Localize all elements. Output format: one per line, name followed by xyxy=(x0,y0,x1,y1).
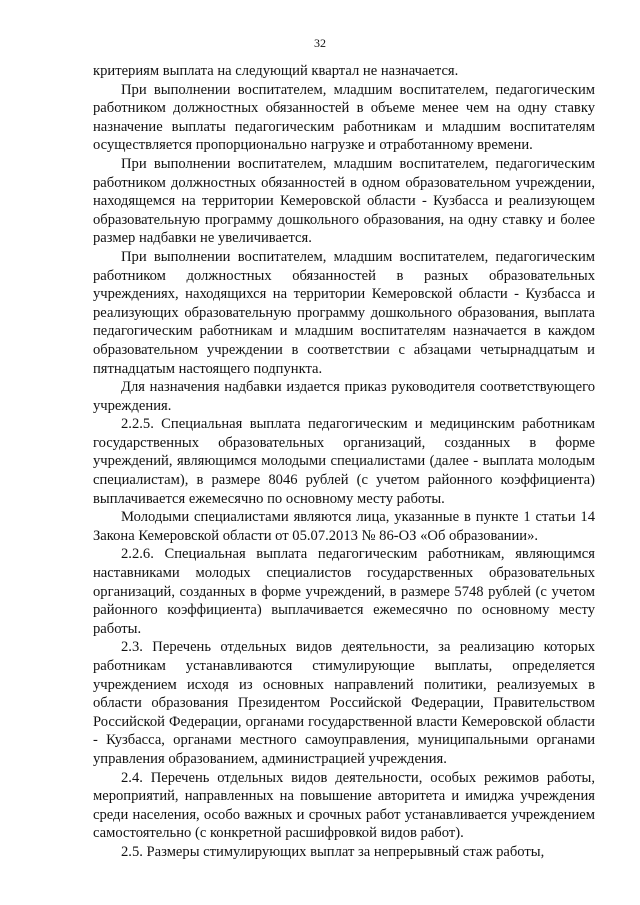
page-number: 32 xyxy=(314,36,326,50)
paragraph-continuation: критериям выплата на следующий квартал не назначается. xyxy=(93,63,459,79)
paragraph-young-specialists: Молодыми специалистами являются лица, указанные в пункте 1 статьи 14 Закона Кемеровской области от 05.07.2013 № 86-ОЗ «Об образовании». xyxy=(93,509,595,544)
paragraph-order: Для назначения надбавки издается приказ руководителя соответствующего учреждения. xyxy=(93,379,595,414)
paragraph-multiple-institutions: При выполнении воспитателем, младшим воспитателем, педагогическим работником должностных обязанностей в разных образовательных учреждениях, находящихся на территории Кемеровской области - Кузбасса и реализующих образовательную программу дошкольного образования, выплата педагогическим работникам и младшим воспитателям назначается в каждом образовательном учреждении в соответствии с абзацами четырнадцатым и пятнадцатым настоящего подпункта. xyxy=(93,248,595,377)
paragraph-2-5: 2.5. Размеры стимулирующих выплат за непрерывный стаж работы, xyxy=(121,843,545,860)
document-body xyxy=(93,62,595,862)
paragraph-2-3: 2.3. Перечень отдельных видов деятельности, за реализацию которых работникам устанавливаются стимулирующие выплаты, определяется учреждением исходя из основных направлений политики, реализуемых в области образования Президентом Российской Федерации, Правительством Российской Федерации, органами государственной власти Кемеровской области - Кузбасса, органами местного самоуправления, муниципальными органами управления образованием, администрацией учреждения. xyxy=(93,639,595,767)
paragraph-2-2-6: 2.2.6. Специальная выплата педагогическим работникам, являющимся наставниками молодых специалистов государственных образовательных организаций, созданных в форме учреждений, в размере 5748 рублей (с учетом районного коэффициента) выплачивается ежемесячно по основному месту работы. xyxy=(93,546,595,637)
paragraph-2-2-5: 2.2.5. Специальная выплата педагогическим и медицинским работникам государственных образовательных организаций, созданных в форме учреждений, являющимся молодыми специалистами (далее - выплата молодым специалистам), в размере 8046 рублей (с учетом районного коэффициента) выплачивается ежемесячно по основному месту работы. xyxy=(93,416,595,507)
paragraph-single-institution: При выполнении воспитателем, младшим воспитателем, педагогическим работником должностных обязанностей в одном образовательном учреждении, находящемся на территории Кемеровской области - Кузбасса и реализующем образовательную программу дошкольного образования, на одну ставку и более размер надбавки не увеличивается. xyxy=(93,155,595,247)
paragraph-partial-rate: При выполнении воспитателем, младшим воспитателем, педагогическим работником должностных обязанностей в объеме менее чем на одну ставку назначение выплаты педагогическим работникам и младшим воспитателям осуществляется пропорционально нагрузке и отработанному времени. xyxy=(93,81,595,154)
paragraph-2-4: 2.4. Перечень отдельных видов деятельности, особых режимов работы, мероприятий, направленных на повышение авторитета и имиджа учреждения среди населения, особо важных и срочных работ устанавливается учреждением самостоятельно (с конкретной расшифровкой видов работ). xyxy=(93,769,595,842)
